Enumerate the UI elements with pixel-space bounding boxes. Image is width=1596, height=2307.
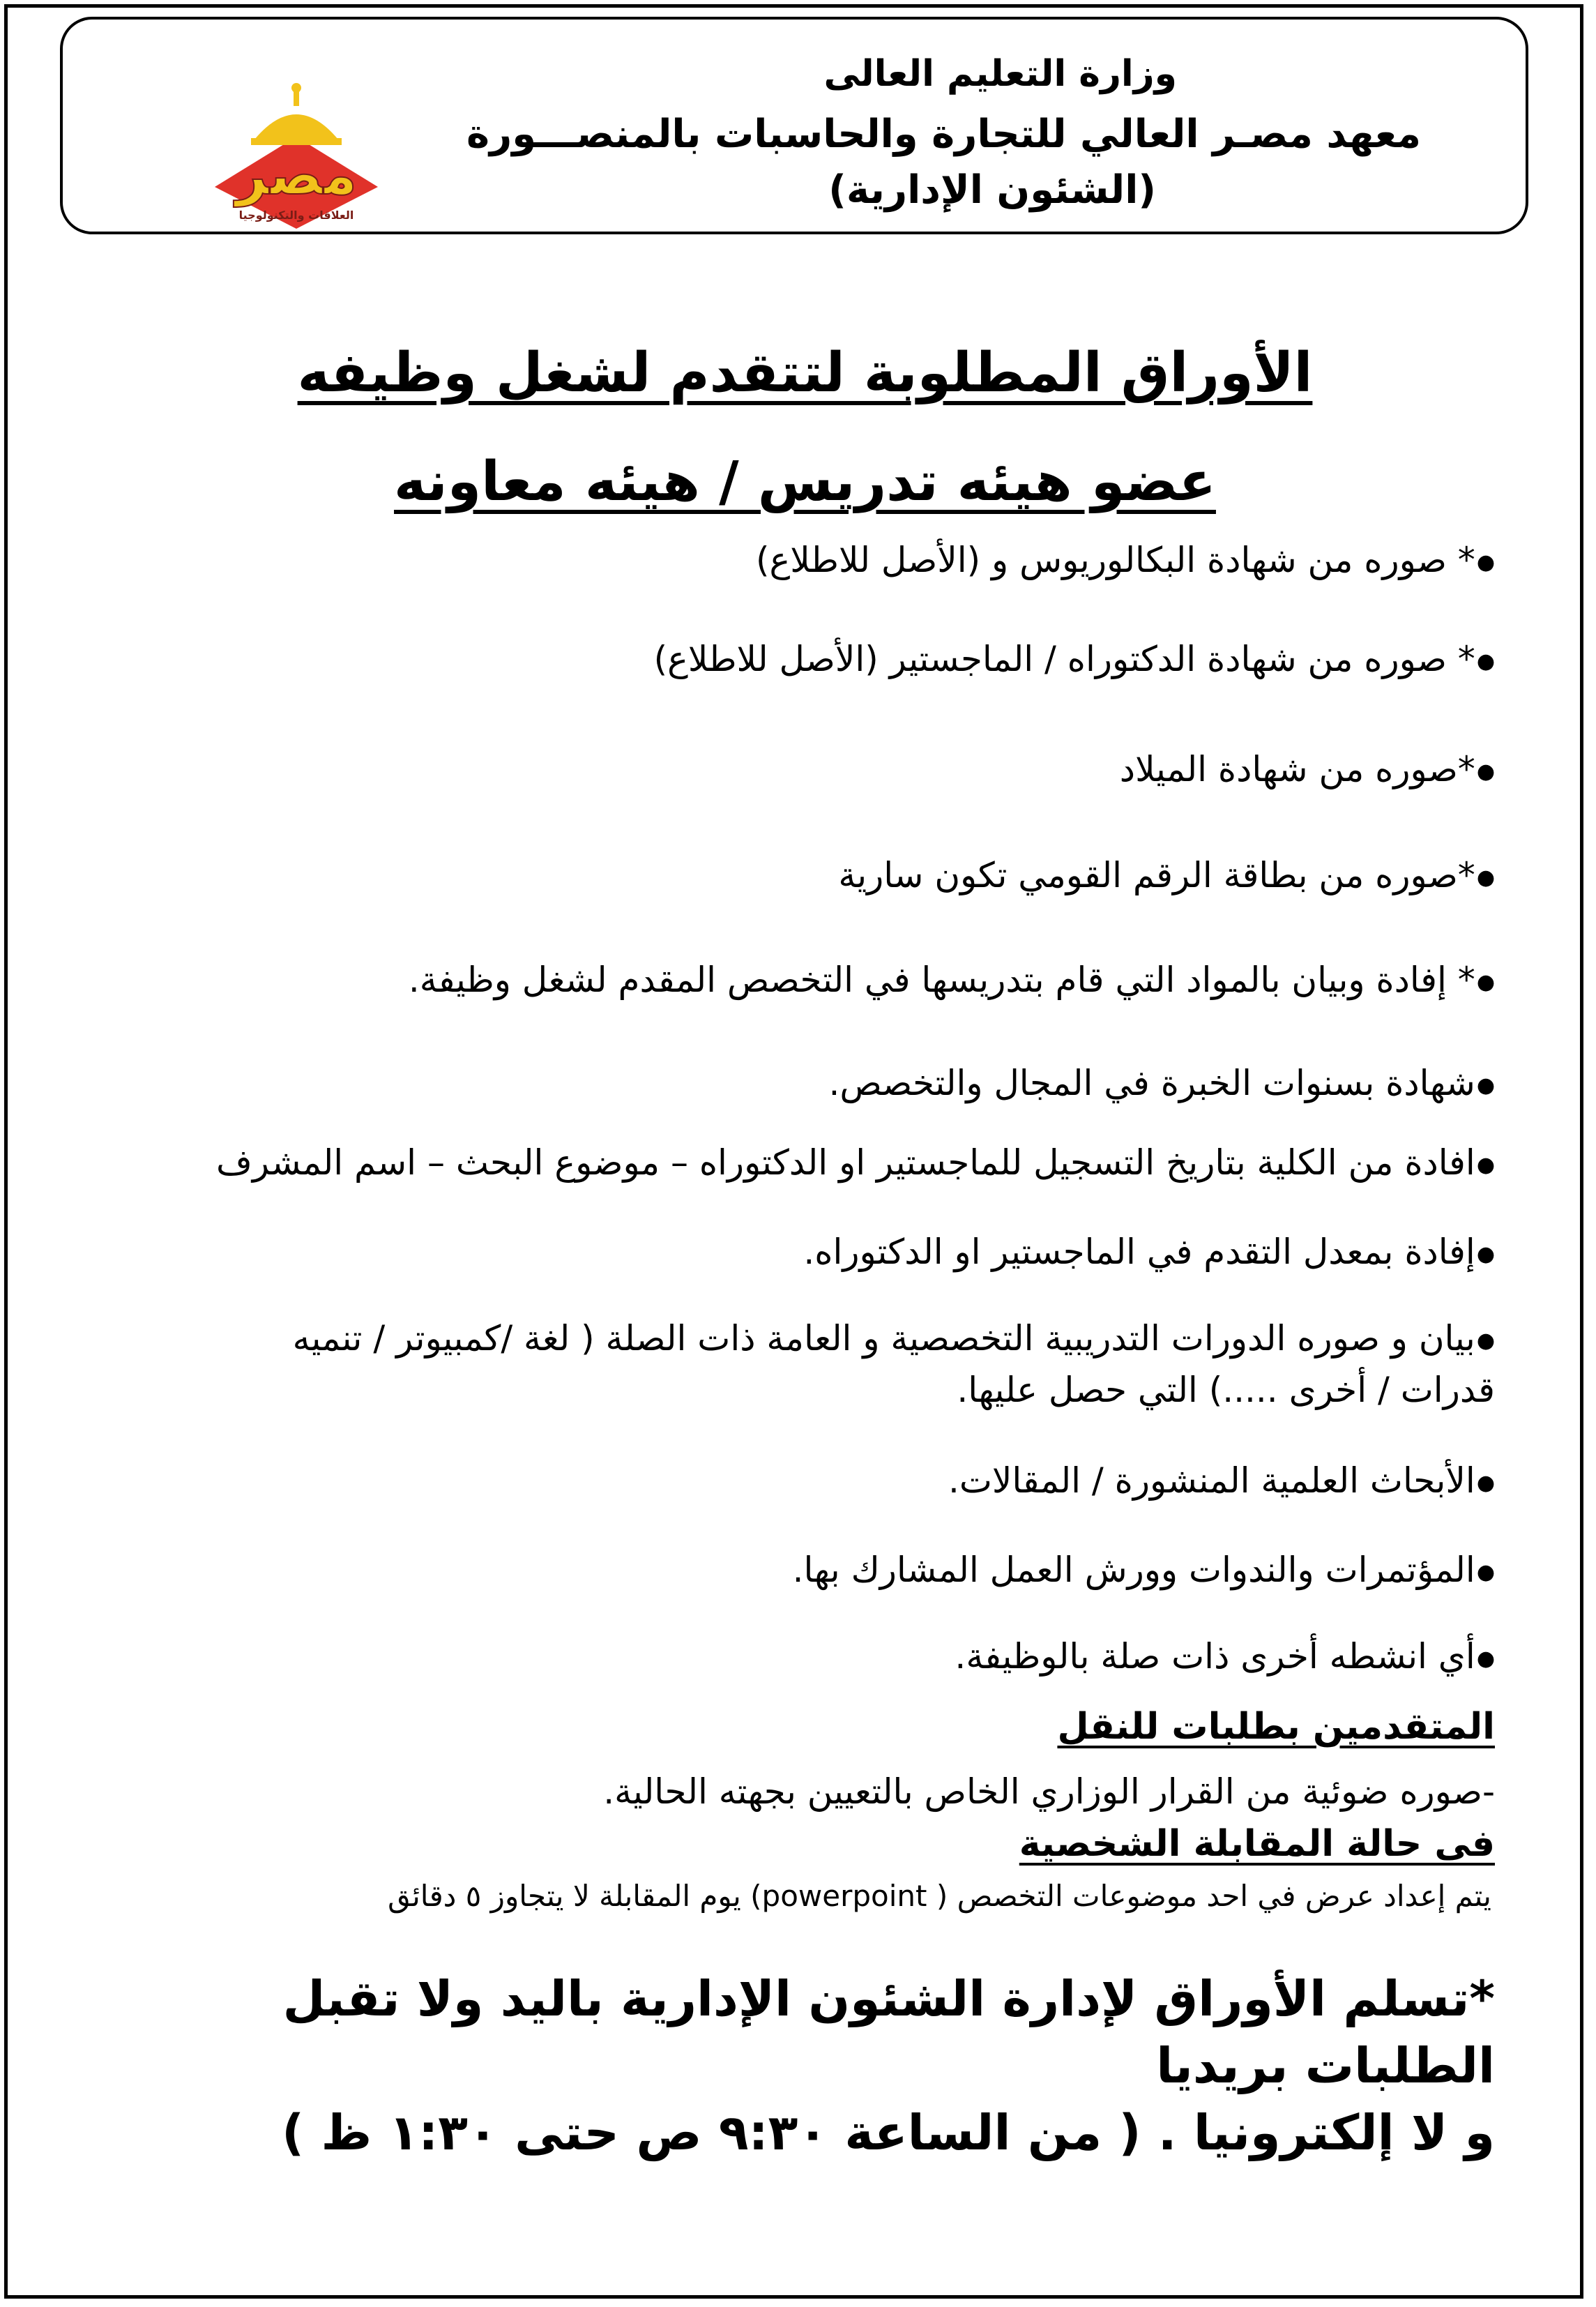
bullet-icon: ● (1476, 865, 1495, 890)
requirement-text: افادة من الكلية بتاريخ التسجيل للماجستير او الدكتوراه – موضوع البحث – اسم المشرف (216, 1142, 1475, 1183)
requirement-text: * إفادة وبيان بالمواد التي قام بتدريسها في التخصص المقدم لشغل وظيفة. (408, 960, 1475, 1000)
list-item (167, 1227, 1495, 1279)
requirement-text: * صوره من شهادة الدكتوراه / الماجستير (الأصل للاطلاع) (653, 639, 1475, 679)
bullet-icon: ● (1476, 1328, 1495, 1353)
list-item (167, 635, 1495, 686)
transfer-text: -صوره ضوئية من القرار الوزاري الخاص بالتعيين بجهته الحالية. (603, 1771, 1495, 1812)
department-name: (الشئون الإدارية) (828, 167, 1156, 213)
bullet-icon: ● (1476, 550, 1495, 575)
requirement-text: *صوره من بطاقة الرقم القومي تكون سارية (838, 855, 1475, 895)
letterhead (60, 17, 1528, 234)
submission-note-line-1: *تسلم الأوراق لإدارة الشئون الإدارية باليد ولا تقبل الطلبات بريديا (282, 1970, 1495, 2094)
list-item (167, 745, 1495, 796)
bullet-icon: ● (1476, 1152, 1495, 1177)
bullet-icon: ● (1476, 759, 1495, 784)
institute-name: معهد مصـر العالي للتجارة والحاسبات بالمنصـــورة (466, 112, 1421, 157)
list-item (167, 536, 1495, 587)
institute-logo (195, 82, 397, 229)
requirement-text: بيان و صوره الدورات التدريبية التخصصية و العامة ذات الصلة ( لغة /كمبيوتر / تنميه قدرات / أخرى .....) التي حصل عليها. (292, 1318, 1495, 1410)
list-item (167, 1545, 1495, 1597)
title-text-1: الأوراق المطلوبة لتتقدم لشغل وظيفه (297, 342, 1313, 404)
ministry-name: وزارة التعليم العالى (823, 53, 1177, 95)
bullet-icon: ● (1476, 1646, 1495, 1671)
list-item (167, 851, 1495, 902)
bullet-icon: ● (1476, 969, 1495, 994)
title-text-2: عضو هيئه تدريس / هيئه معاونه (394, 451, 1216, 513)
interview-heading: فى حالة المقابلة الشخصية (1019, 1823, 1495, 1865)
requirement-text: المؤتمرات والندوات وورش العمل المشارك بها. (792, 1550, 1475, 1590)
list-item (139, 1138, 1495, 1190)
bullet-icon: ● (1476, 1559, 1495, 1584)
transfer-heading: المتقدمين بطلبات للنقل (1057, 1706, 1495, 1748)
requirement-text: * صوره من شهادة البكالوريوس و (الأصل للاطلاع) (755, 540, 1475, 580)
list-item (195, 1314, 1495, 1414)
requirement-text: شهادة بسنوات الخبرة في المجال والتخصص. (828, 1063, 1475, 1103)
requirement-text: الأبحاث العلمية المنشورة / المقالات. (948, 1460, 1475, 1501)
page-title-line-1 (14, 342, 1596, 404)
submission-note (112, 1965, 1495, 2166)
requirement-text: أي انشطه أخرى ذات صلة بالوظيفة. (955, 1636, 1475, 1677)
requirement-text: *صوره من شهادة الميلاد (1119, 749, 1475, 789)
list-item (167, 1456, 1495, 1508)
requirement-text: إفادة بمعدل التقدم في الماجستير او الدكتوراه. (803, 1232, 1475, 1272)
page-title-line-2 (14, 451, 1596, 513)
bullet-icon: ● (1476, 1241, 1495, 1266)
list-item (167, 1059, 1495, 1110)
bullet-icon: ● (1476, 649, 1495, 674)
bullet-icon: ● (1476, 1470, 1495, 1495)
svg-text:مصر: مصر (236, 144, 357, 207)
list-item (167, 1632, 1495, 1684)
submission-note-line-2: و لا إلكترونيا . ( من الساعة ٩:٣٠ ص حتى ١:٣٠ ظ ) (282, 2104, 1495, 2161)
list-item (167, 955, 1495, 1007)
bullet-icon: ● (1476, 1073, 1495, 1098)
svg-text:العلاقات والتكنولوجيا: العلاقات والتكنولوجيا (238, 209, 354, 222)
interview-text: يتم إعداد عرض في احد موضوعات التخصص ( powerpoint) يوم المقابلة لا يتجاوز ٥ دقائق (388, 1879, 1491, 1913)
